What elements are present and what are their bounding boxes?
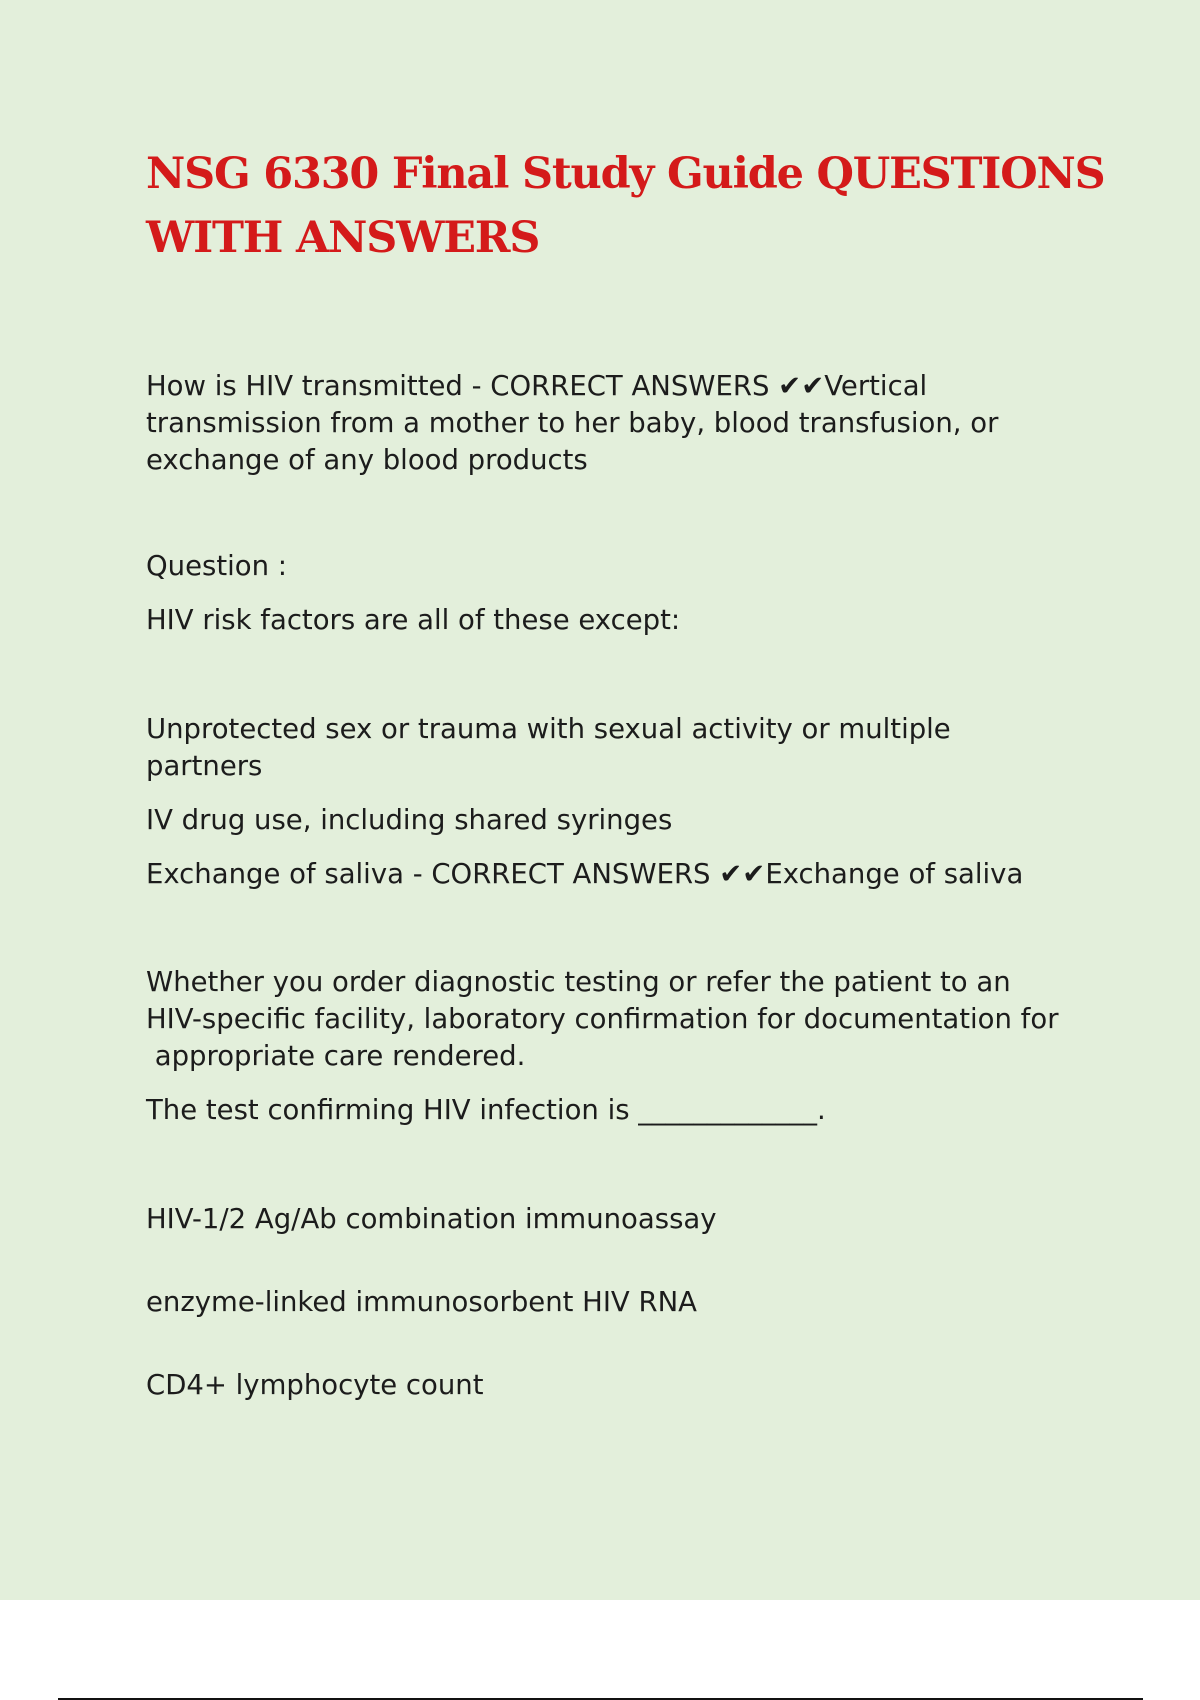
question-1	[146, 368, 1046, 479]
question-2-answer: Exchange of saliva	[765, 858, 1024, 890]
question-3-intro-line-2: HIV-specific facility, laboratory confirmation for documentation for	[146, 1003, 1059, 1035]
question-3-option-1: HIV-1/2 Ag/Ab combination immunoassay	[146, 1203, 717, 1235]
question-1-text: How is HIV transmitted - CORRECT ANSWERS	[146, 370, 779, 402]
question-3-option-3: CD4+ lymphocyte count	[146, 1369, 484, 1401]
question-2-option-3	[146, 856, 1106, 893]
document-body	[146, 142, 1106, 1404]
document-title	[146, 142, 1106, 270]
title-line-2: WITH ANSWERS	[146, 213, 540, 263]
question-3-intro-line-3: appropriate care rendered.	[146, 1040, 526, 1072]
question-2-prompt: HIV risk factors are all of these except:	[146, 604, 681, 636]
checkmark-icon: ✔✔	[719, 858, 766, 890]
question-1-answer: Vertical transmission from a mother to her baby, blood transfusion, or exchange of any blood products	[146, 370, 999, 476]
question-3-option-2: enzyme-linked immunosorbent HIV RNA	[146, 1286, 697, 1318]
question-2-option-2: IV drug use, including shared syringes	[146, 804, 673, 836]
checkmark-icon: ✔✔	[778, 370, 825, 402]
question-3-intro-line-1: Whether you order diagnostic testing or refer the patient to an	[146, 966, 1011, 998]
question-3-intro	[146, 964, 1106, 1075]
question-2-option-3-text: Exchange of saliva - CORRECT ANSWERS	[146, 858, 720, 890]
question-2-label: Question :	[146, 550, 288, 582]
title-line-1: NSG 6330 Final Study Guide QUESTIONS	[146, 149, 1105, 199]
question-2-option-1: Unprotected sex or trauma with sexual activity or multiple partners	[146, 713, 951, 782]
question-3-prompt: The test confirming HIV infection is _____________.	[146, 1094, 826, 1126]
